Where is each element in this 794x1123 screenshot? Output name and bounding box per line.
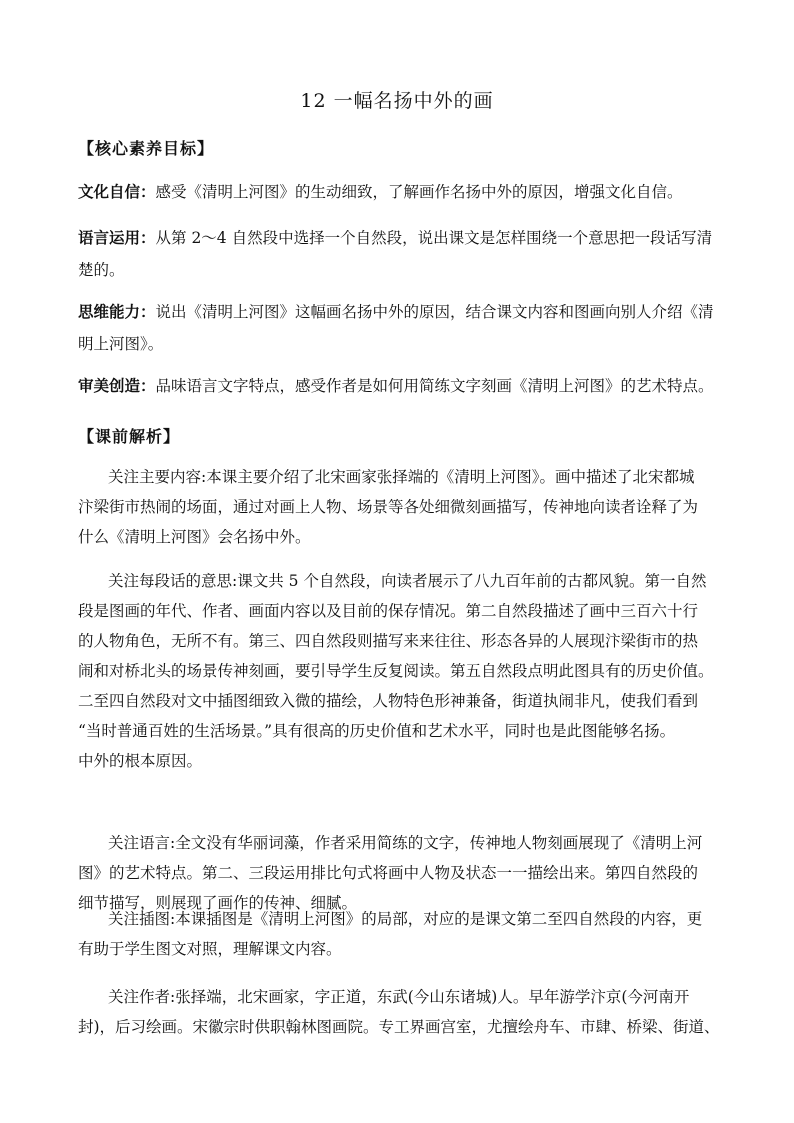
goal-thinking-ability <box>78 296 718 360</box>
text-line: 关注语言:全文没有华丽词藻，作者采用简练的文字，传神地人物刻画展现了《清明上河 <box>108 834 703 852</box>
text-line: “当时普通百姓的生活场景。”具有很高的历史价值和艺术水平，同时也是此图能够名扬。 <box>78 722 676 740</box>
paragraph-main-content <box>78 462 730 552</box>
page-title: 12 一幅名扬中外的画 <box>300 90 494 112</box>
goal-text: 品味语言文字特点，感受作者是如何用简练文字刻画《清明上河图》的艺术特点。 <box>155 377 714 395</box>
goal-text: 感受《清明上河图》的生动细致，了解画作名扬中外的原因，增强文化自信。 <box>155 183 683 201</box>
paragraph-illustration <box>78 904 730 964</box>
text-line: 段是图画的年代、作者、画面内容以及目前的保存情况。第二自然段描述了画中三百六十行 <box>78 602 699 620</box>
text-line: 中外的根本原因。 <box>78 752 203 770</box>
goal-aesthetic-creation <box>78 370 718 402</box>
text-line: 关注插图:本课插图是《清明上河图》的局部，对应的是课文第二至四自然段的内容，更 <box>108 910 703 928</box>
text-line: 汴梁街市热闹的场面，通过对画上人物、场景等各处细微刻画描写，传神地向读者诠释了为 <box>78 498 699 516</box>
text-line: 有助于学生图文对照，理解课文内容。 <box>78 940 342 958</box>
text-line: 关注作者:张择端，北宋画家，字正道，东武(今山东诸城)人。早年游学汴京(今河南开 <box>108 988 690 1006</box>
goal-label: 文化自信： <box>78 183 156 201</box>
text-line: 图》的艺术特点。第二、三段运用排比句式将画中人物及状态一一描绘出来。第四自然段的 <box>78 864 699 882</box>
text-line: 细节描写，则展现了画作的传神、细腻。 <box>78 894 358 912</box>
goal-text-continued: 明上河图》。 <box>78 335 164 353</box>
goal-language-use <box>78 222 718 286</box>
text-line: 的人物角色，无所不有。第三、四自然段则描写来来往往、形态各异的人展现汴梁街市的热 <box>78 632 699 650</box>
text-line: 封)，后习绘画。宋徽宗时供职翰林图画院。专工界画宫室，尤擅绘舟车、市肆、桥梁、街道、 <box>78 1018 720 1036</box>
text-line: 二至四自然段对文中插图细致入微的描绘，人物特色形神兼备，街道执闹非凡，使我们看到 <box>78 692 699 710</box>
goal-text-continued: 楚的。 <box>78 261 125 279</box>
text-line: 关注每段话的意思:课文共 5 个自然段，向读者展示了八九百年前的古都风貌。第一自然 <box>108 572 707 590</box>
paragraph-author <box>78 982 730 1042</box>
goal-label: 语言运用： <box>78 229 156 247</box>
goal-label: 审美创造： <box>78 377 156 395</box>
goal-text: 说出《清明上河图》这幅画名扬中外的原因，结合课文内容和图画向别人介绍《清 <box>155 303 714 321</box>
goal-cultural-confidence <box>78 176 718 208</box>
section-heading-pre-lesson-analysis: 【课前解析】 <box>78 427 181 446</box>
section-heading-core-goals: 【核心素养目标】 <box>78 139 215 158</box>
text-line: 闹和对桥北头的场景传神刻画，要引导学生反复阅读。第五自然段点明此图具有的历史价值。 <box>78 662 714 680</box>
text-line: 关注主要内容:本课主要介绍了北宋画家张择端的《清明上河图》。画中描述了北宋都城 <box>108 468 695 486</box>
paragraph-each-section-meaning <box>78 566 730 776</box>
text-line: 什么《清明上河图》会名扬中外。 <box>78 528 311 546</box>
goal-label: 思维能力： <box>78 303 156 321</box>
goal-text: 从第 2～4 自然段中选择一个自然段，说出课文是怎样围绕一个意思把一段话写清 <box>155 229 713 247</box>
